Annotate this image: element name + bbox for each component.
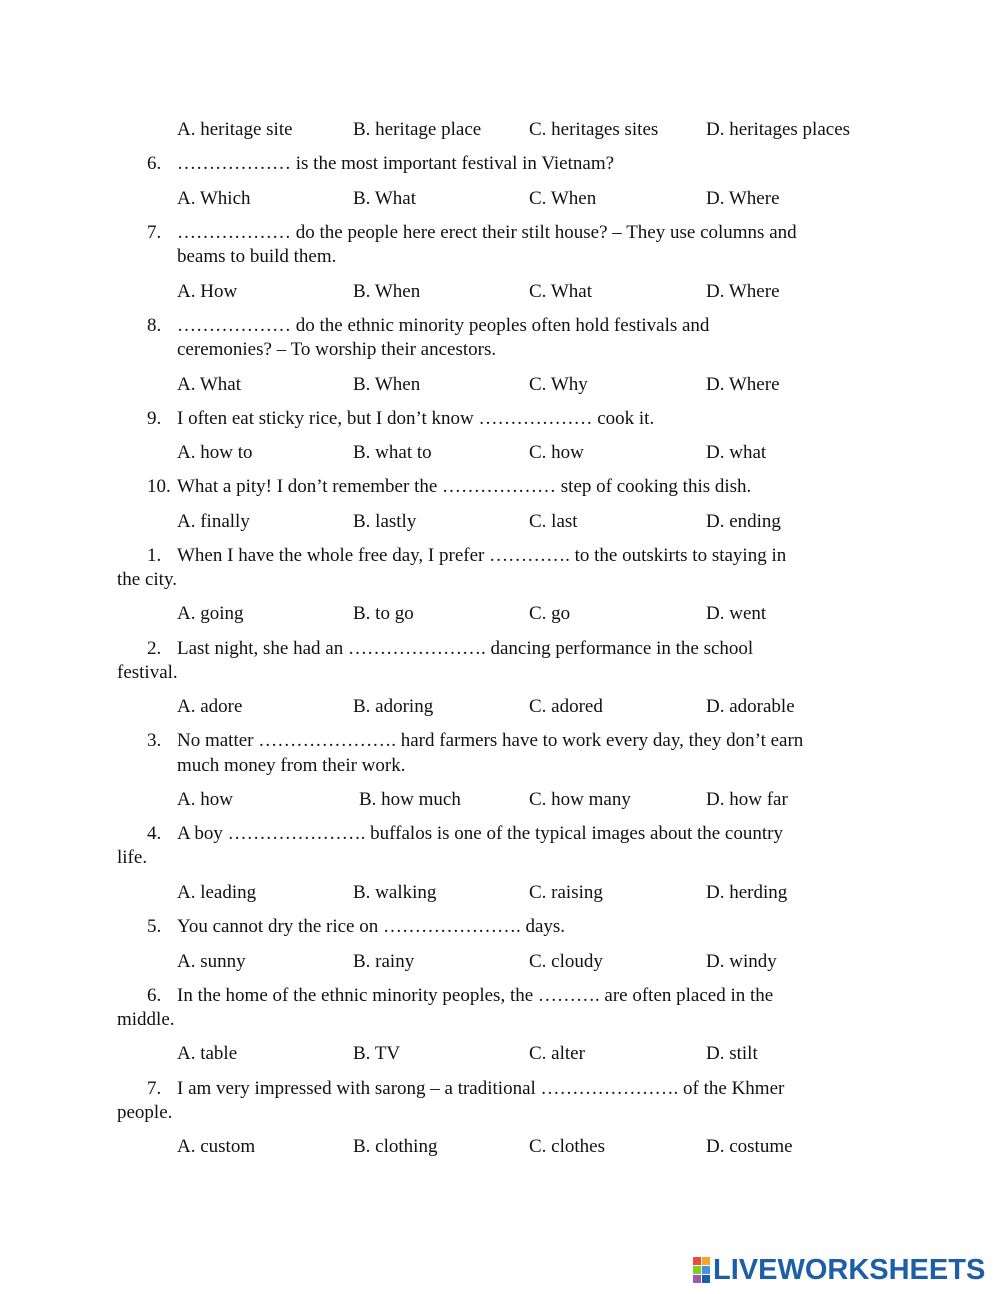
option-c[interactable]: C. raising: [529, 882, 603, 903]
question-number: 1.: [147, 545, 162, 566]
question-number: 6.: [147, 985, 162, 1006]
question-stem: ……………… do the ethnic minority peoples often hold festivals and: [177, 315, 710, 336]
option-c[interactable]: C. last: [529, 511, 578, 532]
option-a[interactable]: A. adore: [177, 696, 243, 717]
liveworksheets-logo: [693, 1255, 985, 1285]
option-a[interactable]: A. Which: [177, 188, 251, 209]
option-b[interactable]: B. what to: [353, 442, 432, 463]
question-number: 3.: [147, 730, 162, 751]
logo-tile: [702, 1275, 710, 1283]
option-a[interactable]: A. how to: [177, 442, 253, 463]
option-d[interactable]: D. went: [706, 603, 767, 624]
question-number: 7.: [147, 1078, 162, 1099]
option-b[interactable]: B. When: [353, 281, 421, 302]
option-d[interactable]: D. adorable: [706, 696, 795, 717]
option-a[interactable]: A. going: [177, 603, 244, 624]
question-number: 6.: [147, 153, 162, 174]
option-c[interactable]: C. how: [529, 442, 584, 463]
option-b[interactable]: B. When: [353, 374, 421, 395]
option-a[interactable]: A. heritage site: [177, 119, 293, 140]
option-b[interactable]: B. heritage place: [353, 119, 482, 140]
logo-tile: [702, 1257, 710, 1265]
option-a[interactable]: A. leading: [177, 882, 257, 903]
question-number: 4.: [147, 823, 162, 844]
option-b[interactable]: B. how much: [359, 789, 461, 810]
option-c[interactable]: C. adored: [529, 696, 603, 717]
logo-text: LIVEWORKSHEETS: [713, 1254, 986, 1286]
question-stem: A boy …………………. buffalos is one of the typical images about the country: [177, 823, 783, 844]
option-b[interactable]: B. What: [353, 188, 416, 209]
question-stem-cont: ceremonies? – To worship their ancestors.: [177, 339, 497, 360]
question-stem: ……………… do the people here erect their stilt house? – They use columns and: [177, 222, 797, 243]
option-a[interactable]: A. sunny: [177, 951, 246, 972]
option-c[interactable]: C. cloudy: [529, 951, 603, 972]
option-c[interactable]: C. What: [529, 281, 592, 302]
option-b[interactable]: B. TV: [353, 1043, 401, 1064]
question-stem-cont: the city.: [117, 569, 177, 590]
option-c[interactable]: C. heritages sites: [529, 119, 659, 140]
option-a[interactable]: A. How: [177, 281, 238, 302]
question-number: 7.: [147, 222, 162, 243]
option-d[interactable]: D. ending: [706, 511, 781, 532]
question-stem: I often eat sticky rice, but I don’t know ……………… cook it.: [177, 408, 655, 429]
option-d[interactable]: D. how far: [706, 789, 788, 810]
logo-tile: [693, 1266, 701, 1274]
logo-mark-icon: [693, 1257, 710, 1283]
option-d[interactable]: D. herding: [706, 882, 788, 903]
option-c[interactable]: C. When: [529, 188, 597, 209]
question-number: 10.: [147, 476, 171, 497]
option-b[interactable]: B. clothing: [353, 1136, 438, 1157]
question-stem: What a pity! I don’t remember the ……………… step of cooking this dish.: [177, 476, 752, 497]
option-b[interactable]: B. lastly: [353, 511, 417, 532]
option-d[interactable]: D. windy: [706, 951, 777, 972]
question-stem-cont: middle.: [117, 1009, 175, 1030]
question-stem: Last night, she had an …………………. dancing performance in the school: [177, 638, 754, 659]
logo-tile: [693, 1257, 701, 1265]
option-d[interactable]: D. Where: [706, 188, 780, 209]
question-stem-cont: life.: [117, 847, 148, 868]
option-c[interactable]: C. clothes: [529, 1136, 605, 1157]
question-stem-cont: festival.: [117, 662, 178, 683]
option-d[interactable]: D. Where: [706, 281, 780, 302]
option-d[interactable]: D. stilt: [706, 1043, 758, 1064]
option-a[interactable]: A. finally: [177, 511, 250, 532]
question-number: 5.: [147, 916, 162, 937]
question-stem-cont: people.: [117, 1102, 173, 1123]
option-c[interactable]: C. Why: [529, 374, 588, 395]
option-b[interactable]: B. to go: [353, 603, 414, 624]
logo-tile: [693, 1275, 701, 1283]
logo-tile: [702, 1266, 710, 1274]
option-d[interactable]: D. Where: [706, 374, 780, 395]
option-a[interactable]: A. how: [177, 789, 233, 810]
question-stem: When I have the whole free day, I prefer …………. to the outskirts to staying in: [177, 545, 787, 566]
question-number: 8.: [147, 315, 162, 336]
option-c[interactable]: C. how many: [529, 789, 631, 810]
question-stem: You cannot dry the rice on …………………. days.: [177, 916, 566, 937]
option-d[interactable]: D. costume: [706, 1136, 793, 1157]
option-d[interactable]: D. heritages places: [706, 119, 851, 140]
option-d[interactable]: D. what: [706, 442, 767, 463]
question-stem: I am very impressed with sarong – a traditional …………………. of the Khmer: [177, 1078, 785, 1099]
option-c[interactable]: C. go: [529, 603, 571, 624]
option-a[interactable]: A. What: [177, 374, 242, 395]
question-stem: In the home of the ethnic minority peoples, the ………. are often placed in the: [177, 985, 774, 1006]
question-number: 2.: [147, 638, 162, 659]
question-stem-cont: beams to build them.: [177, 246, 337, 267]
question-stem: No matter …………………. hard farmers have to work every day, they don’t earn: [177, 730, 804, 751]
option-b[interactable]: B. adoring: [353, 696, 434, 717]
option-c[interactable]: C. alter: [529, 1043, 585, 1064]
option-b[interactable]: B. rainy: [353, 951, 415, 972]
question-stem: ……………… is the most important festival in Vietnam?: [177, 153, 615, 174]
option-a[interactable]: A. custom: [177, 1136, 256, 1157]
option-a[interactable]: A. table: [177, 1043, 238, 1064]
option-b[interactable]: B. walking: [353, 882, 437, 903]
question-number: 9.: [147, 408, 162, 429]
question-stem-cont: much money from their work.: [177, 755, 406, 776]
